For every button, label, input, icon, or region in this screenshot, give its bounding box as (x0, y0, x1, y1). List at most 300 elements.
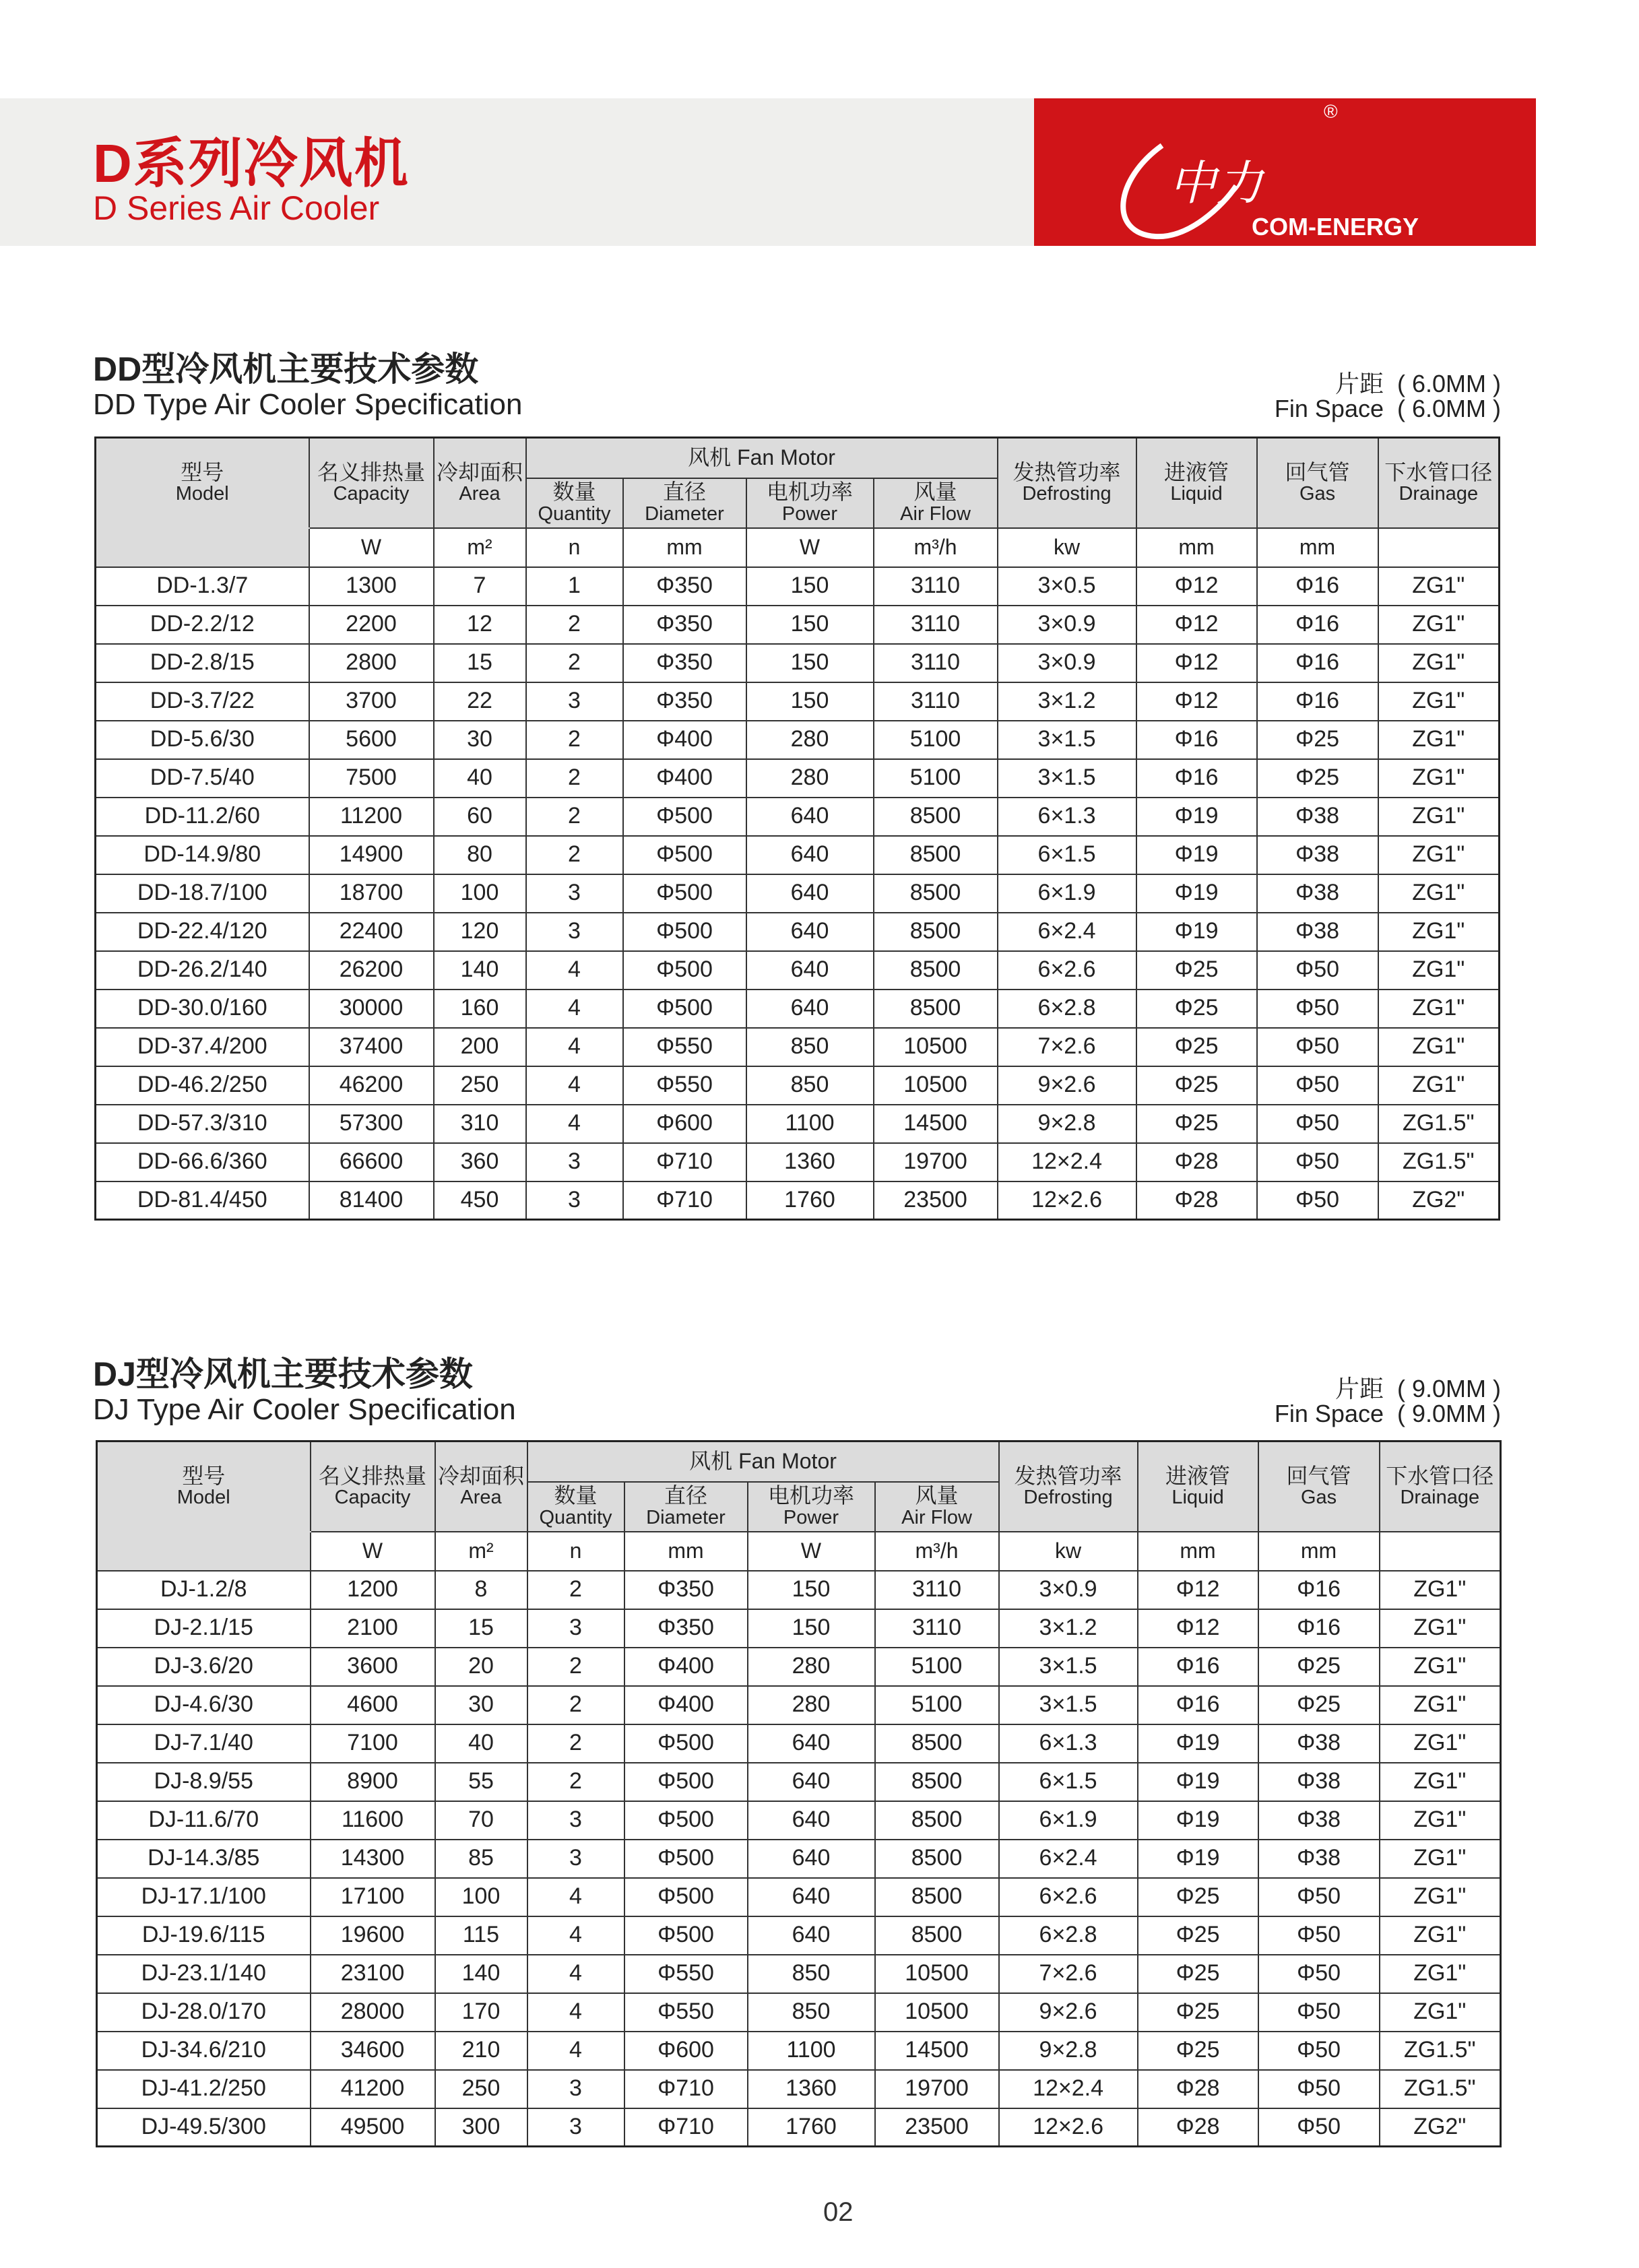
value-cell: ZG1.5" (1378, 1143, 1500, 1181)
value-cell: 3 (527, 1840, 624, 1878)
value-cell: 14300 (311, 1840, 435, 1878)
value-cell: ZG1" (1378, 606, 1500, 644)
logo-text: COM-ENERGY (1252, 213, 1419, 240)
value-cell: Φ50 (1257, 951, 1378, 990)
header-drainage: 下水管口径 Drainage (1380, 1441, 1501, 1532)
model-cell: DD-26.2/140 (96, 951, 309, 990)
value-cell: 4 (527, 1955, 624, 1993)
value-cell: 11200 (309, 798, 434, 836)
dj-section-title-en: DJ Type Air Cooler Specification (93, 1393, 516, 1426)
value-cell: Φ25 (1257, 721, 1378, 759)
value-cell: 250 (434, 1066, 526, 1105)
model-cell: DJ-41.2/250 (97, 2070, 311, 2108)
value-cell: Φ25 (1136, 1066, 1257, 1105)
value-cell: Φ25 (1136, 1028, 1257, 1066)
value-cell: 7 (434, 567, 526, 606)
value-cell: ZG1.5" (1380, 2070, 1501, 2108)
value-cell: Φ500 (624, 1916, 748, 1955)
value-cell: Φ50 (1257, 1105, 1378, 1143)
value-cell: 46200 (309, 1066, 434, 1105)
value-cell: 6×2.4 (999, 1840, 1138, 1878)
value-cell: 3 (527, 2108, 624, 2147)
value-cell: 7×2.6 (998, 1028, 1136, 1066)
value-cell: Φ12 (1138, 1571, 1258, 1609)
value-cell: Φ38 (1258, 1801, 1380, 1840)
value-cell: 6×2.6 (999, 1878, 1138, 1916)
model-cell: DJ-17.1/100 (97, 1878, 311, 1916)
header-diameter: 直径 Diameter (624, 1482, 748, 1532)
model-cell: DD-22.4/120 (96, 913, 309, 951)
value-cell: Φ16 (1138, 1648, 1258, 1686)
value-cell: 3×0.9 (998, 644, 1136, 682)
model-cell: DD-2.8/15 (96, 644, 309, 682)
value-cell: 8900 (311, 1763, 435, 1801)
table-row (96, 874, 1500, 913)
value-cell: Φ25 (1138, 1955, 1258, 1993)
value-cell: ZG1" (1378, 913, 1500, 951)
value-cell: Φ710 (623, 1143, 746, 1181)
unit-cell: m² (435, 1532, 527, 1571)
dd-fin-space-cn: 片距 ( 6.0MM ) (1335, 370, 1501, 397)
value-cell: 60 (434, 798, 526, 836)
table-row (96, 644, 1500, 682)
value-cell: Φ350 (623, 606, 746, 644)
value-cell: 57300 (309, 1105, 434, 1143)
value-cell: 8500 (874, 990, 998, 1028)
value-cell: Φ500 (624, 1763, 748, 1801)
value-cell: Φ50 (1258, 2032, 1380, 2070)
model-cell: DJ-28.0/170 (97, 1993, 311, 2032)
value-cell: 12×2.6 (999, 2108, 1138, 2147)
value-cell: 34600 (311, 2032, 435, 2070)
page-title-en: D Series Air Cooler (93, 189, 380, 227)
value-cell: Φ710 (624, 2070, 748, 2108)
value-cell: Φ500 (624, 1801, 748, 1840)
value-cell: Φ19 (1136, 798, 1257, 836)
value-cell: ZG1" (1378, 951, 1500, 990)
model-cell: DJ-23.1/140 (97, 1955, 311, 1993)
value-cell: Φ400 (624, 1686, 748, 1724)
value-cell: 22 (434, 682, 526, 721)
value-cell: Φ400 (623, 759, 746, 798)
value-cell: Φ16 (1258, 1571, 1380, 1609)
value-cell: 2 (526, 606, 623, 644)
value-cell: Φ19 (1136, 874, 1257, 913)
value-cell: Φ400 (624, 1648, 748, 1686)
value-cell: ZG1" (1380, 1801, 1501, 1840)
value-cell: ZG2" (1378, 1181, 1500, 1220)
dd-section-title-en: DD Type Air Cooler Specification (93, 388, 523, 421)
model-cell: DD-30.0/160 (96, 990, 309, 1028)
value-cell: 9×2.6 (999, 1993, 1138, 2032)
value-cell: Φ16 (1257, 644, 1378, 682)
model-cell: DD-57.3/310 (96, 1105, 309, 1143)
value-cell: 2100 (311, 1609, 435, 1648)
value-cell: ZG1" (1380, 1840, 1501, 1878)
value-cell: ZG1" (1380, 1916, 1501, 1955)
page-number: 02 (823, 2197, 854, 2227)
value-cell: ZG1.5" (1380, 2032, 1501, 2070)
table-row (97, 1763, 1501, 1801)
table-row (96, 567, 1500, 606)
value-cell: ZG1" (1380, 1686, 1501, 1724)
header-capacity: 名义排热量 Capacity (311, 1441, 435, 1532)
value-cell: 6×1.5 (998, 836, 1136, 874)
table-row (96, 1028, 1500, 1066)
value-cell: 80 (434, 836, 526, 874)
value-cell: 2800 (309, 644, 434, 682)
value-cell: Φ550 (624, 1955, 748, 1993)
value-cell: 3×0.9 (998, 606, 1136, 644)
unit-cell: W (311, 1532, 435, 1571)
value-cell: Φ19 (1136, 913, 1257, 951)
model-cell: DJ-34.6/210 (97, 2032, 311, 2070)
model-cell: DJ-49.5/300 (97, 2108, 311, 2147)
header-fan-motor: 风机 Fan Motor (526, 438, 998, 478)
value-cell: Φ38 (1258, 1763, 1380, 1801)
value-cell: 1360 (746, 1143, 874, 1181)
value-cell: Φ38 (1257, 874, 1378, 913)
unit-cell: mm (1258, 1532, 1380, 1571)
value-cell: Φ50 (1258, 1993, 1380, 2032)
table-row (97, 1801, 1501, 1840)
value-cell: 15 (434, 644, 526, 682)
value-cell: 8500 (874, 913, 998, 951)
value-cell: Φ16 (1257, 682, 1378, 721)
value-cell: 22400 (309, 913, 434, 951)
unit-cell: mm (1138, 1532, 1258, 1571)
unit-cell: kw (998, 528, 1136, 567)
value-cell: Φ500 (624, 1724, 748, 1763)
dj-section-title-cn: DJ型冷风机主要技术参数 (93, 1355, 473, 1393)
header-area: 冷却面积 Area (434, 438, 526, 528)
value-cell: 85 (435, 1840, 527, 1878)
value-cell: 70 (435, 1801, 527, 1840)
value-cell: 4 (526, 1105, 623, 1143)
value-cell: 8500 (875, 1840, 999, 1878)
value-cell: Φ350 (624, 1609, 748, 1648)
value-cell: 150 (746, 682, 874, 721)
table-row (97, 1916, 1501, 1955)
value-cell: 6×2.8 (999, 1916, 1138, 1955)
value-cell: 120 (434, 913, 526, 951)
value-cell: 1360 (748, 2070, 875, 2108)
unit-cell: W (746, 528, 874, 567)
dd-spec-table (94, 436, 1500, 1221)
value-cell: 7500 (309, 759, 434, 798)
header-area: 冷却面积 Area (435, 1441, 527, 1532)
value-cell: 640 (746, 990, 874, 1028)
value-cell: Φ350 (623, 682, 746, 721)
value-cell: 37400 (309, 1028, 434, 1066)
value-cell: 280 (748, 1648, 875, 1686)
value-cell: 1760 (746, 1181, 874, 1220)
value-cell: 4 (526, 990, 623, 1028)
model-cell: DJ-4.6/30 (97, 1686, 311, 1724)
value-cell: 8500 (874, 951, 998, 990)
value-cell: ZG1" (1378, 990, 1500, 1028)
value-cell: 2 (526, 798, 623, 836)
header-model: 型号 Model (97, 1441, 311, 1532)
value-cell: 3×0.5 (998, 567, 1136, 606)
model-cell: DD-18.7/100 (96, 874, 309, 913)
value-cell: ZG1" (1380, 1878, 1501, 1916)
table-row (97, 1840, 1501, 1878)
value-cell: Φ710 (624, 2108, 748, 2147)
value-cell: Φ50 (1258, 1916, 1380, 1955)
value-cell: ZG1" (1380, 1993, 1501, 2032)
value-cell: 66600 (309, 1143, 434, 1181)
table-row (97, 2032, 1501, 2070)
value-cell: 2 (527, 1686, 624, 1724)
value-cell: 1300 (309, 567, 434, 606)
model-cell: DJ-2.1/15 (97, 1609, 311, 1648)
unit-cell: W (309, 528, 434, 567)
value-cell: Φ25 (1258, 1686, 1380, 1724)
value-cell: 19700 (874, 1143, 998, 1181)
value-cell: Φ25 (1136, 951, 1257, 990)
value-cell: 6×1.9 (998, 874, 1136, 913)
value-cell: 640 (748, 1840, 875, 1878)
value-cell: 1 (526, 567, 623, 606)
header-power: 电机功率 Power (746, 478, 874, 528)
value-cell: 640 (748, 1878, 875, 1916)
value-cell: 26200 (309, 951, 434, 990)
value-cell: 6×1.5 (999, 1763, 1138, 1801)
value-cell: ZG1" (1378, 759, 1500, 798)
value-cell: Φ12 (1136, 644, 1257, 682)
value-cell: Φ19 (1138, 1724, 1258, 1763)
value-cell: 2 (527, 1763, 624, 1801)
table-row (96, 913, 1500, 951)
value-cell: 640 (748, 1801, 875, 1840)
header-air-flow: 风量 Air Flow (874, 478, 998, 528)
value-cell: 360 (434, 1143, 526, 1181)
value-cell: 23500 (875, 2108, 999, 2147)
value-cell: Φ500 (623, 874, 746, 913)
table-row (97, 1878, 1501, 1916)
unit-cell: mm (624, 1532, 748, 1571)
value-cell: Φ25 (1136, 990, 1257, 1028)
value-cell: 2 (526, 644, 623, 682)
value-cell: Φ16 (1257, 567, 1378, 606)
value-cell: Φ38 (1258, 1840, 1380, 1878)
value-cell: Φ550 (623, 1028, 746, 1066)
value-cell: 11600 (311, 1801, 435, 1840)
value-cell: 4 (526, 951, 623, 990)
value-cell: Φ600 (623, 1105, 746, 1143)
table-row (96, 759, 1500, 798)
unit-cell: mm (1136, 528, 1257, 567)
value-cell: 4 (527, 1916, 624, 1955)
value-cell: 2200 (309, 606, 434, 644)
value-cell: 8500 (875, 1878, 999, 1916)
value-cell: 8 (435, 1571, 527, 1609)
table-row (97, 2108, 1501, 2147)
unit-cell: m³/h (874, 528, 998, 567)
header-defrosting: 发热管功率 Defrosting (998, 438, 1136, 528)
value-cell: Φ50 (1258, 2070, 1380, 2108)
unit-cell: kw (999, 1532, 1138, 1571)
value-cell: 3110 (874, 606, 998, 644)
value-cell: Φ19 (1136, 836, 1257, 874)
value-cell: 160 (434, 990, 526, 1028)
value-cell: 200 (434, 1028, 526, 1066)
value-cell: ZG1" (1378, 798, 1500, 836)
value-cell: 3 (526, 874, 623, 913)
table-row (96, 836, 1500, 874)
value-cell: 14500 (875, 2032, 999, 2070)
page-title-cn: D系列冷风机 (93, 133, 410, 193)
model-cell: DD-37.4/200 (96, 1028, 309, 1066)
value-cell: 640 (746, 874, 874, 913)
value-cell: 2 (527, 1724, 624, 1763)
value-cell: ZG1" (1380, 1724, 1501, 1763)
value-cell: Φ50 (1257, 1181, 1378, 1220)
table-row (97, 1724, 1501, 1763)
value-cell: 10500 (875, 1993, 999, 2032)
header-fan-motor: 风机 Fan Motor (527, 1441, 999, 1482)
value-cell: 850 (748, 1993, 875, 2032)
value-cell: 2 (526, 836, 623, 874)
value-cell: 640 (746, 836, 874, 874)
dd-section-title-cn: DD型冷风机主要技术参数 (93, 350, 479, 388)
value-cell: 640 (748, 1724, 875, 1763)
value-cell: 4600 (311, 1686, 435, 1724)
value-cell: 28000 (311, 1993, 435, 2032)
value-cell: 40 (434, 759, 526, 798)
model-cell: DD-46.2/250 (96, 1066, 309, 1105)
value-cell: 40 (435, 1724, 527, 1763)
value-cell: 5100 (874, 759, 998, 798)
unit-cell: mm (623, 528, 746, 567)
value-cell: Φ12 (1136, 682, 1257, 721)
value-cell: 6×1.3 (998, 798, 1136, 836)
value-cell: Φ16 (1258, 1609, 1380, 1648)
value-cell: Φ400 (623, 721, 746, 759)
value-cell: 19600 (311, 1916, 435, 1955)
model-cell: DD-14.9/80 (96, 836, 309, 874)
value-cell: 6×2.8 (998, 990, 1136, 1028)
model-cell: DD-5.6/30 (96, 721, 309, 759)
value-cell: Φ25 (1138, 1993, 1258, 2032)
value-cell: 210 (435, 2032, 527, 2070)
header-power: 电机功率 Power (748, 1482, 875, 1532)
value-cell: 3×1.5 (998, 721, 1136, 759)
value-cell: ZG1" (1378, 1028, 1500, 1066)
value-cell: 10500 (874, 1028, 998, 1066)
value-cell: 10500 (874, 1066, 998, 1105)
value-cell: Φ38 (1257, 836, 1378, 874)
unit-cell: m² (434, 528, 526, 567)
value-cell: Φ16 (1136, 759, 1257, 798)
table-row (96, 606, 1500, 644)
value-cell: Φ38 (1258, 1724, 1380, 1763)
value-cell: 3×1.5 (999, 1686, 1138, 1724)
value-cell: Φ550 (624, 1993, 748, 2032)
value-cell: 1100 (748, 2032, 875, 2070)
value-cell: 1760 (748, 2108, 875, 2147)
value-cell: 10500 (875, 1955, 999, 1993)
value-cell: 81400 (309, 1181, 434, 1220)
value-cell: Φ50 (1258, 1878, 1380, 1916)
value-cell: 5100 (874, 721, 998, 759)
model-cell: DJ-1.2/8 (97, 1571, 311, 1609)
table-row (97, 1993, 1501, 2032)
unit-cell: m³/h (875, 1532, 999, 1571)
table-row (97, 1686, 1501, 1724)
header-quantity: 数量 Quantity (526, 478, 623, 528)
value-cell: 3×0.9 (999, 1571, 1138, 1609)
dj-fin-space-cn: 片距 ( 9.0MM ) (1335, 1375, 1501, 1402)
value-cell: 7×2.6 (999, 1955, 1138, 1993)
value-cell: 100 (434, 874, 526, 913)
value-cell: 8500 (875, 1724, 999, 1763)
model-cell: DD-81.4/450 (96, 1181, 309, 1220)
value-cell: 8500 (874, 874, 998, 913)
value-cell: 100 (435, 1878, 527, 1916)
model-cell: DD-3.7/22 (96, 682, 309, 721)
value-cell: 12×2.4 (998, 1143, 1136, 1181)
model-cell: DD-66.6/360 (96, 1143, 309, 1181)
dd-fin-space-en: Fin Space ( 6.0MM ) (1274, 395, 1501, 422)
value-cell: 17100 (311, 1878, 435, 1916)
model-cell: DJ-14.3/85 (97, 1840, 311, 1878)
value-cell: 3110 (875, 1609, 999, 1648)
value-cell: Φ600 (624, 2032, 748, 2070)
value-cell: Φ550 (623, 1066, 746, 1105)
table-row (97, 1571, 1501, 1609)
header-liquid: 进液管 Liquid (1136, 438, 1257, 528)
value-cell: Φ500 (623, 836, 746, 874)
table-row (97, 2070, 1501, 2108)
value-cell: 2 (526, 759, 623, 798)
header-diameter: 直径 Diameter (623, 478, 746, 528)
value-cell: Φ12 (1138, 1609, 1258, 1648)
value-cell: ZG1" (1380, 1955, 1501, 1993)
value-cell: 640 (746, 798, 874, 836)
value-cell: 280 (746, 721, 874, 759)
table-row (96, 1143, 1500, 1181)
table-row (97, 1609, 1501, 1648)
value-cell: 3110 (874, 567, 998, 606)
table-row (96, 798, 1500, 836)
value-cell: Φ28 (1138, 2108, 1258, 2147)
value-cell: Φ19 (1138, 1801, 1258, 1840)
value-cell: 150 (746, 606, 874, 644)
header-drainage: 下水管口径 Drainage (1378, 438, 1500, 528)
table-row (96, 682, 1500, 721)
table-row (96, 1181, 1500, 1220)
value-cell: Φ350 (624, 1571, 748, 1609)
value-cell: 3 (526, 913, 623, 951)
value-cell: 6×2.6 (998, 951, 1136, 990)
value-cell: ZG1" (1378, 1066, 1500, 1105)
model-cell: DJ-11.6/70 (97, 1801, 311, 1840)
value-cell: ZG1" (1378, 567, 1500, 606)
dj-fin-space-en: Fin Space ( 9.0MM ) (1274, 1400, 1501, 1427)
unit-cell: mm (1257, 528, 1378, 567)
value-cell: 115 (435, 1916, 527, 1955)
header-gas: 回气管 Gas (1257, 438, 1378, 528)
value-cell: 8500 (875, 1763, 999, 1801)
header-gas: 回气管 Gas (1258, 1441, 1380, 1532)
value-cell: Φ500 (623, 990, 746, 1028)
value-cell: 3 (527, 1609, 624, 1648)
value-cell: 5100 (875, 1686, 999, 1724)
value-cell: Φ50 (1257, 990, 1378, 1028)
model-cell: DJ-7.1/40 (97, 1724, 311, 1763)
